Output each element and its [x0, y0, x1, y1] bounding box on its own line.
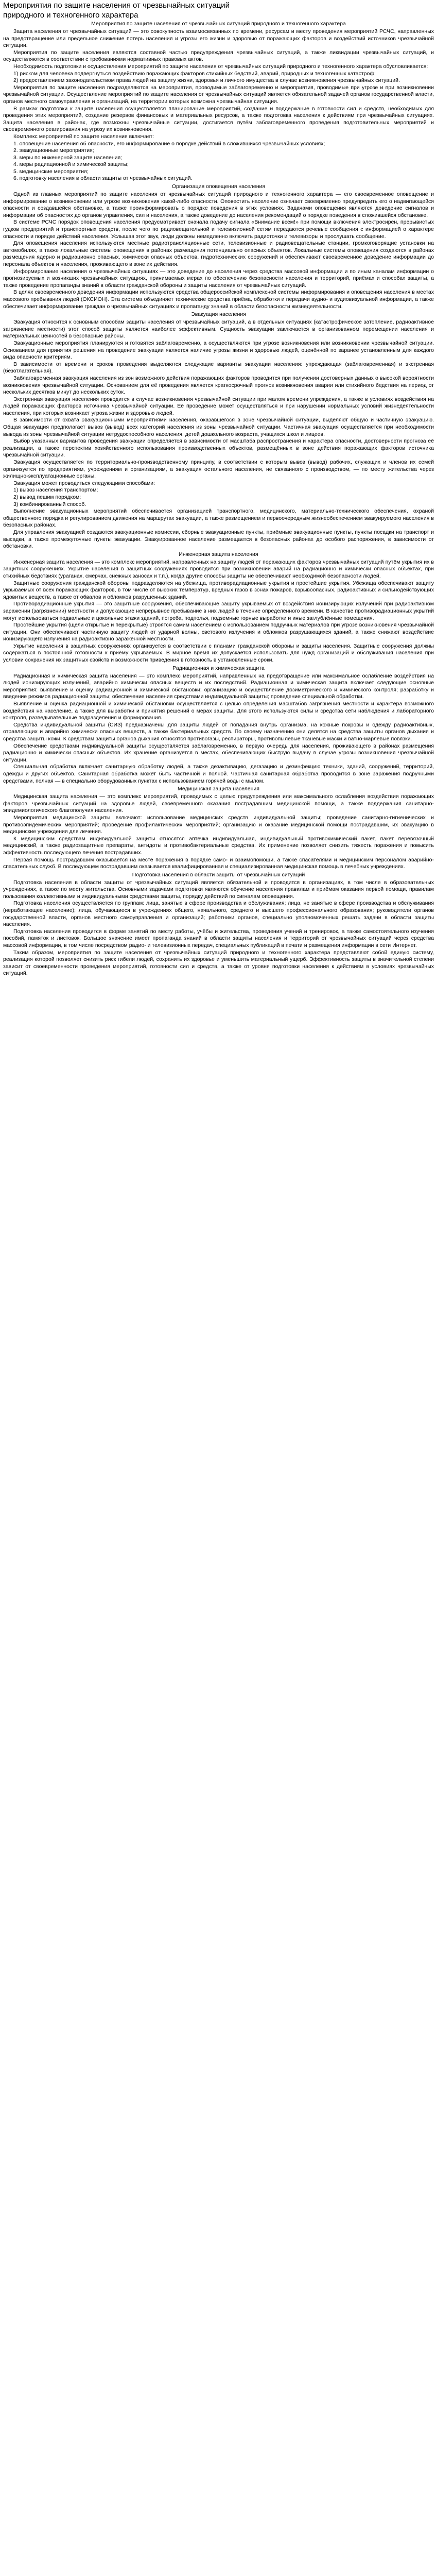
list-item: 3) комбинированный способ.: [13, 501, 86, 507]
paragraph: Специальная обработка включает санитарную обработку людей, а также дезактивацию, дегазацию и дезинфекцию техники, зданий, сооружений, территорий, одежды и других объектов. Санитарная обработка может быть частичной и полной. Частичная санитарная обработка проводится в зоне заражения подручными средствами, полная — в специально оборудованных пунктах с использованием горячей воды с мылом.: [3, 764, 434, 784]
paragraph: В зависимости от охвата эвакуационными мероприятиями населения, оказавшегося в зоне чрезвычайной ситуации, выделяют общую и частичную эвакуацию. Общая эвакуация предполагает вывоз (вывод) всех категорий населения из зоны чрезвычайной ситуации. Частичная эвакуация осуществляется при необходимости вывода из зоны чрезвычайной ситуации нетрудоспособного населения, детей дошкольного возраста, учащихся школ и лицеев.: [3, 417, 434, 437]
section-heading: Мероприятия по защите населения от чрезвычайных ситуаций природного и техногенного характера: [91, 21, 346, 27]
document-title-line-1: Мероприятия по защите населения от чрезвычайных ситуаций: [3, 1, 230, 10]
paragraph: Таким образом, мероприятия по защите населения от чрезвычайных ситуаций природного и техногенного характера представляют собой единую систему, реализация которой позволяет снизить риск гибели людей, сохранить их здоровье и уменьшить материальный ущерб. Эффективность защиты в значительной степени зависит от своевременности проведения мероприятий, готовности сил и средств, а также от уровня подготовки населения к действиям в условиях чрезвычайных ситуаций.: [3, 949, 434, 977]
document: [0, 0, 436, 981]
paragraph: Защитные сооружения гражданской обороны подразделяются на убежища, противорадиационные укрытия и простейшие укрытия. Убежища обеспечивают защиту укрываемых от всех поражающих факторов, в том числе от высоких температур, вредных газов в зонах пожаров, взрывоопасных, радиоактивных и сильнодействующих ядовитых веществ, а также от обвалов и обломков разрушенных зданий.: [3, 580, 434, 600]
paragraph: Для управления эвакуацией создаются эвакуационные комиссии, сборные эвакуационные пункты, приёмные эвакуационные пункты, пункты посадки на транспорт и высадки, а также промежуточные пункты эвакуации. Эвакуированное население размещается в безопасных районах до особого распоряжения, в зависимости от обстановки.: [3, 529, 434, 550]
paragraph: Радиационная и химическая защита населения — это комплекс мероприятий, направленных на предотвращение или максимальное ослабление воздействия на людей ионизирующих излучений, аварийно химически опасных веществ и их последствий. Радиационная и химическая защита включает следующие основные мероприятия: выявление и оценку радиационной и химической обстановки; организацию и осуществление дозиметрического и химического контроля; разработку и введение режимов радиационной защиты; обеспечение населения средствами индивидуальной защиты; проведение специальной обработки.: [3, 672, 434, 700]
paragraph: Одной из главных мероприятий по защите населения от чрезвычайных ситуаций природного и техногенного характера — его своевременное оповещение и информирование о возникновении или угрозе возникновения какой-либо опасности. Оповестить население означает своевременно предупредить его о надвигающейся опасности и создавшейся обстановке, а также проинформировать о порядке поведения в этих условиях. Задачами оповещения являются доведение сигналов и информации об опасностях до органов управления, сил и населения, а также доведение до населения рекомендаций о порядке поведения в сложившейся обстановке.: [3, 191, 434, 218]
paragraph: Экстренная эвакуация населения проводится в случае возникновения чрезвычайной ситуации при малом времени упреждения, а также в условиях воздействия на людей поражающих факторов источника чрезвычайной ситуации. Её проведение может осуществляться и при нарушении нормальных условий жизнедеятельности населения, при которых возникает угроза жизни и здоровью людей.: [3, 396, 434, 416]
paragraph: Укрытие населения в защитных сооружениях организуется в соответствии с планами гражданской обороны и защиты населения. Защитные сооружения должны содержаться в постоянной готовности к приёму укрываемых. В мирное время их допускается использовать для нужд организаций и обслуживания населения при условии сохранения их защитных свойств и возможности приведения в готовность в установленные сроки.: [3, 642, 434, 664]
section-heading: Подготовка населения в области защиты от чрезвычайных ситуаций: [132, 871, 305, 878]
paragraph: Комплекс мероприятий по защите населения включает:: [13, 133, 154, 140]
paragraph: Простейшие укрытия (щели открытые и перекрытые) строятся самим населением с использованием подручных материалов при угрозе возникновения чрезвычайной ситуации. Они обеспечивают частичную защиту людей от ударной волны, светового излучения и обломков разрушающихся зданий, а также снижают воздействие ионизирующего излучения на радиоактивно заражённой местности.: [3, 622, 434, 642]
section-heading: Инженерная защита населения: [179, 551, 258, 557]
list-item: 1) вывоз населения транспортом;: [13, 487, 98, 494]
list-item: 6. подготовку населения в области защиты от чрезвычайных ситуаций.: [13, 175, 193, 182]
paragraph: Защита населения от чрезвычайных ситуаций — это совокупность взаимосвязанных по времени, ресурсам и месту проведения мероприятий РСЧС, направленных на предотвращение или предельное снижение потерь населения и угрозы его жизни и здоровью от поражающих факторов и воздействий источников чрезвычайной ситуации.: [3, 28, 434, 49]
paragraph: Подготовка населения в области защиты от чрезвычайных ситуаций является обязательной и проводится в организациях, в том числе в образовательных учреждениях, а также по месту жительства. Основными задачами подготовки являются обучение населения правилам и приёмам оказания первой помощи, правилам пользования коллективными и индивидуальными средствами защиты, порядку действий по сигналам оповещения.: [3, 879, 434, 900]
paragraph: Противорадиационные укрытия — это защитные сооружения, обеспечивающие защиту укрываемых от воздействия ионизирующих излучений при радиоактивном заражении (загрязнении) местности и допускающие непрерывное пребывание в них людей в течение определённого времени. В качестве противорадиационных укрытий могут использоваться подвальные и цокольные этажи зданий, погреба, подполья, подземные горные выработки и иные заглублённые помещения.: [3, 601, 434, 621]
list-item: 1) риском для человека подвергнуться воздействию поражающих факторов стихийных бедствий, аварий, природных и техногенных катастроф;: [13, 70, 376, 77]
list-item: 2. эвакуационные мероприятия;: [13, 147, 94, 154]
paragraph: Эвакуационные мероприятия планируются и готовятся заблаговременно, а осуществляются при угрозе возникновения или возникновении чрезвычайной ситуации. Основанием для принятия решения на проведение эвакуации является наличие угрозы жизни и здоровью людей, оценённой по заранее установленным для каждого вида опасности критериям.: [3, 340, 434, 361]
paragraph: Подготовка населения осуществляется по группам: лица, занятые в сфере производства и обслуживания; лица, не занятые в сфере производства и обслуживания (неработающее население); лица, обучающиеся в учреждениях общего, начального, среднего и высшего профессионального образования; руководители органов государственной власти, органов местного самоуправления и организаций; работники органов, специально уполномоченных решать задачи в области защиты населения.: [3, 900, 434, 928]
paragraph: Мероприятия по защите населения подразделяются на мероприятия, проводимые заблаговременно и мероприятия, проводимые при угрозе и при возникновении чрезвычайной ситуации. Осуществление мероприятий по защите населения от чрезвычайных ситуаций является обязательной задачей органов государственной власти, органов местного самоуправления и организаций, на территории которых возможна чрезвычайная ситуация.: [3, 84, 434, 105]
paragraph: Первая помощь пострадавшим оказывается на месте поражения в порядке само- и взаимопомощи, а также спасателями и медицинским персоналом аварийно-спасательных служб. В последующем пострадавшим оказывается квалифицированная и специализированная медицинская помощь в лечебных учреждениях.: [3, 856, 434, 870]
paragraph: В системе РСЧС порядок оповещения населения предусматривает сначала подачу сигнала «Внимание всем!» при помощи включения электросирен, прерывистых гудков предприятий и транспортных средств, после чего по радиовещательной и телевизионной сетям передаются речевые сообщения с информацией о характере опасности и порядке действий населения. Услышав этот звук, люди должны немедленно включить радиоточки и телевизоры и прослушать сообщение.: [3, 219, 434, 240]
section-heading: Эвакуация населения: [191, 311, 246, 318]
paragraph: В целях своевременного доведения информации используются средства общероссийской комплексной системы информирования и оповещения населения в местах массового пребывания людей (ОКСИОН). Эта система объединяет технические средства приёма, обработки и передачи аудио- и аудиовизуальной информации, а также обеспечивает информирование граждан о чрезвычайных ситуациях и пропаганду знаний в области безопасности жизнедеятельности.: [3, 289, 434, 310]
list-item: 4. меры радиационной и химической защиты;: [13, 161, 129, 168]
paragraph: Выполнение эвакуационных мероприятий обеспечивается организацией транспортного, медицинского, материально-технического обеспечения, охраной общественного порядка и регулированием движения на маршрутах эвакуации, а также размещением и первоочередным жизнеобеспечением эвакуируемого населения в безопасных районах.: [3, 508, 434, 529]
paragraph: Мероприятия медицинской защиты включают: использование медицинских средств индивидуальной защиты; проведение санитарно-гигиенических и противоэпидемических мероприятий; проведение профилактических мероприятий; организацию и оказание медицинской помощи пострадавшим, их эвакуацию в медицинские учреждения для лечения.: [3, 814, 434, 835]
section-heading: Организация оповещения населения: [171, 183, 266, 190]
document-body: [3, 21, 434, 977]
paragraph: Средства индивидуальной защиты (СИЗ) предназначены для защиты людей от попадания внутрь организма, на кожные покровы и одежду радиоактивных, отравляющих и аварийно химически опасных веществ, а также бактериальных средств. По своему назначению они делятся на средства защиты органов дыхания и средства защиты кожи. К средствам защиты органов дыхания относятся противогазы, респираторы, противопылевые тканевые маски и ватно-марлевые повязки.: [3, 721, 434, 742]
section-heading: Радиационная и химическая защита: [172, 665, 265, 671]
paragraph: Эвакуация осуществляется по территориально-производственному принципу, в соответствии с которым вывоз (вывод) рабочих, служащих и членов их семей организуется по предприятиям, учреждениям и организациям, а эвакуация остального населения, не связанного с производством, — по месту жительства через жилищно-эксплуатационные органы.: [3, 459, 434, 480]
list-item: 3. меры по инженерной защите населения;: [13, 154, 123, 161]
paragraph: Обеспечение средствами индивидуальной защиты осуществляется заблаговременно, в первую очередь для населения, проживающего в районах размещения радиационно и химически опасных объектов. Их хранение организуется в местах, обеспечивающих быструю выдачу в случае угрозы возникновения чрезвычайной ситуации.: [3, 742, 434, 763]
list-item: 2) предоставлением законодательством права людей на защиту жизни, здоровья и личного имущества в случае возникновения чрезвычайных ситуаций.: [13, 77, 400, 84]
list-item: 1. оповещение населения об опасности, его информирование о порядке действий в сложившихся чрезвычайных условиях;: [13, 140, 325, 147]
list-item: 5. медицинские мероприятия;: [13, 168, 89, 175]
paragraph: Подготовка населения проводится в форме занятий по месту работы, учёбы и жительства, проведения учений и тренировок, а также самостоятельного изучения пособий, памяток и листовок. Большое значение имеет пропаганда знаний в области защиты населения и территорий от чрезвычайных ситуаций через средства массовой информации, в том числе посредством радио- и телевизионных передач, специальных публикаций в печати и размещения информации в сети Интернет.: [3, 928, 434, 949]
section-heading: Медицинская защита населения: [178, 786, 259, 792]
paragraph: Мероприятия по защите населения являются составной частью предупреждения чрезвычайных ситуаций, а также ликвидации чрезвычайных ситуаций, и осуществляются в соответствии с требованиями нормативных правовых актов.: [3, 49, 434, 63]
paragraph: Для оповещения населения используются местные радиотрансляционные сети, телевизионные и радиовещательные станции, громкоговорящие установки на автомобилях, а также локальные системы оповещения в районах размещения потенциально опасных объектов. Локальные системы оповещения создаются в районах размещения ядерно и радиационно опасных, химически опасных объектов, гидротехнических сооружений и обеспечивают своевременное доведение информации до персонала объектов и населения, проживающего в зоне их действия.: [3, 240, 434, 267]
paragraph: Эвакуация относится к основным способам защиты населения от чрезвычайных ситуаций, а в отдельных ситуациях (катастрофическое затопление, радиоактивное загрязнение местности) этот способ защиты является наиболее эффективным. Сущность эвакуации заключается в организованном перемещении населения и материальных ценностей в безопасные районы.: [3, 319, 434, 340]
list-item: 2) вывод пешим порядком;: [13, 494, 81, 500]
paragraph: Медицинская защита населения — это комплекс мероприятий, проводимых с целью предупреждения или максимального ослабления воздействия поражающих факторов чрезвычайных ситуаций на здоровье людей, своевременного оказания пострадавшим медицинской помощи, а также поддержания санитарно-эпидемиологического благополучия населения.: [3, 793, 434, 814]
paragraph: Выявление и оценка радиационной и химической обстановки осуществляется с целью определения масштабов загрязнения местности и характера возможного воздействия на население, а также для выработки и принятия решений о мерах защиты. Для этого используются силы и средства сети наблюдения и лабораторного контроля, разведывательные подразделения и формирования.: [3, 701, 434, 721]
list-item: Эвакуация может проводиться следующими способами:: [13, 480, 155, 486]
paragraph: Необходимость подготовки и осуществления мероприятий по защите населения от чрезвычайных ситуаций природного и техногенного характера обусловливается:: [13, 63, 428, 70]
paragraph: Информирование населения о чрезвычайных ситуациях — это доведение до населения через средства массовой информации и по иным каналам информации о прогнозируемых и возникших чрезвычайных ситуациях, принимаемых мерах по обеспечению безопасности населения и территорий, приёмах и способах защиты, а также проведение пропаганды знаний в области гражданской обороны и защиты населения от чрезвычайных ситуаций.: [3, 268, 434, 289]
paragraph: В зависимости от времени и сроков проведения выделяются следующие варианты эвакуации населения: упреждающая (заблаговременная) и экстренная (безотлагательная).: [3, 361, 434, 375]
paragraph: Инженерная защита населения — это комплекс мероприятий, направленных на защиту людей от поражающих факторов чрезвычайных ситуаций путём укрытия их в защитных сооружениях. Укрытие населения в защитных сооружениях проводится при возникновении аварий на радиационно и химически опасных объектах, при стихийных бедствиях (ураганах, смерчах, снежных заносах и т.п.), когда другие способы защиты не обеспечивают необходимой безопасности людей.: [3, 558, 434, 579]
document-title-line-2: природного и техногенного характера: [3, 11, 138, 20]
paragraph: Выбор указанных вариантов проведения эвакуации определяется в зависимости от масштаба распространения и характера опасности, достоверности прогноза её реализации, а также перспектив хозяйственного использования производственных объектов, размещённых в зоне действия поражающих факторов источника чрезвычайной ситуации.: [3, 438, 434, 459]
paragraph: К медицинским средствам индивидуальной защиты относятся аптечка индивидуальная, индивидуальный противохимический пакет, пакет перевязочный медицинский, а также радиозащитные препараты, антидоты и противобактериальные средства. Их применение позволяет снизить тяжесть поражения и повысить эффективность последующего лечения пострадавших.: [3, 835, 434, 856]
paragraph: Заблаговременная эвакуация населения из зон возможного действия поражающих факторов проводится при получении достоверных данных о высокой вероятности возникновения чрезвычайной ситуации. Основанием для её проведения является краткосрочный прогноз возникновения аварии или стихийного бедствия на период от нескольких десятков минут до нескольких суток.: [3, 375, 434, 396]
paragraph: В рамках подготовки к защите населения осуществляется планирование мероприятий, создание и поддержание в готовности сил и средств, необходимых для проведения этих мероприятий, создание резервов финансовых и материальных ресурсов, а также подготовка населения к действиям при чрезвычайных ситуациях. Защита населения в районах, где возможны чрезвычайные ситуации, достигается путём заблаговременного проведения подготовительных мероприятий и своевременного реагирования на угрозу их возникновения.: [3, 105, 434, 133]
